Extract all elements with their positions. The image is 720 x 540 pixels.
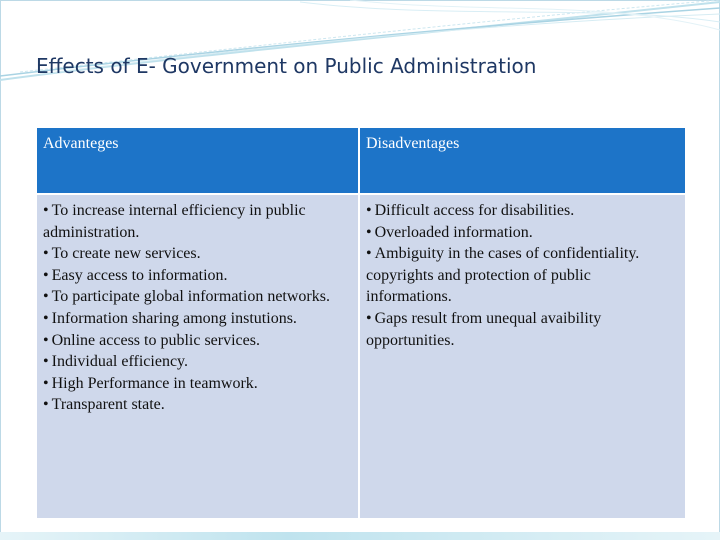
advantage-text: High Performance in teamwork. bbox=[51, 374, 258, 392]
bullet-glyph: • bbox=[43, 245, 49, 263]
bottom-band-decoration bbox=[0, 532, 720, 540]
bullet-glyph: • bbox=[366, 309, 372, 327]
advantage-text: To participate global information networks. bbox=[51, 288, 330, 306]
advantage-text: Individual efficiency. bbox=[51, 353, 188, 371]
advantages-list bbox=[43, 200, 352, 416]
bullet-glyph: • bbox=[43, 288, 49, 306]
bullet-glyph: • bbox=[43, 309, 49, 327]
advantage-item bbox=[43, 265, 352, 287]
advantage-item bbox=[43, 308, 352, 330]
comparison-table bbox=[37, 128, 685, 518]
bullet-glyph: • bbox=[43, 266, 49, 284]
table-body-row bbox=[37, 193, 685, 518]
advantage-text: To increase internal efficiency in public administration. bbox=[43, 202, 306, 241]
disadvantage-text: Overloaded information. bbox=[374, 223, 533, 241]
advantage-item bbox=[43, 243, 352, 265]
bullet-glyph: • bbox=[43, 374, 49, 392]
disadvantage-item bbox=[366, 200, 679, 222]
disadvantage-text: Ambiguity in the cases of confidentiality. copyrights and protection of public informations. bbox=[366, 245, 640, 306]
disadvantages-header: Disadventages bbox=[360, 128, 685, 193]
disadvantage-text: Difficult access for disabilities. bbox=[374, 202, 575, 219]
advantage-text: Online access to public services. bbox=[51, 331, 260, 349]
advantage-text: To create new services. bbox=[51, 245, 201, 263]
advantage-text: Transparent state. bbox=[51, 396, 165, 414]
advantages-header: Advanteges bbox=[37, 128, 360, 193]
advantage-text: Easy access to information. bbox=[51, 266, 228, 284]
advantage-item bbox=[43, 394, 352, 416]
disadvantages-cell bbox=[360, 193, 685, 518]
bullet-glyph: • bbox=[43, 353, 49, 371]
disadvantage-text: Gaps result from unequal avaibility opportunities. bbox=[366, 309, 602, 349]
table-header-row bbox=[37, 128, 685, 193]
advantage-item bbox=[43, 200, 352, 243]
bullet-glyph: • bbox=[366, 245, 372, 263]
bullet-glyph: • bbox=[366, 223, 372, 241]
bullet-glyph: • bbox=[43, 202, 49, 219]
disadvantage-item bbox=[366, 222, 679, 244]
disadvantages-list bbox=[366, 200, 679, 351]
bullet-glyph: • bbox=[43, 331, 49, 349]
advantage-item bbox=[43, 286, 352, 308]
advantage-item bbox=[43, 330, 352, 352]
advantage-text: Information sharing among instutions. bbox=[51, 309, 297, 327]
disadvantage-item bbox=[366, 308, 679, 351]
bullet-glyph: • bbox=[366, 202, 372, 219]
disadvantage-item bbox=[366, 243, 679, 308]
advantage-item bbox=[43, 373, 352, 395]
advantage-item bbox=[43, 351, 352, 373]
slide-title: Effects of E- Government on Public Administration bbox=[36, 54, 537, 78]
advantages-cell bbox=[37, 193, 360, 518]
bullet-glyph: • bbox=[43, 396, 49, 414]
